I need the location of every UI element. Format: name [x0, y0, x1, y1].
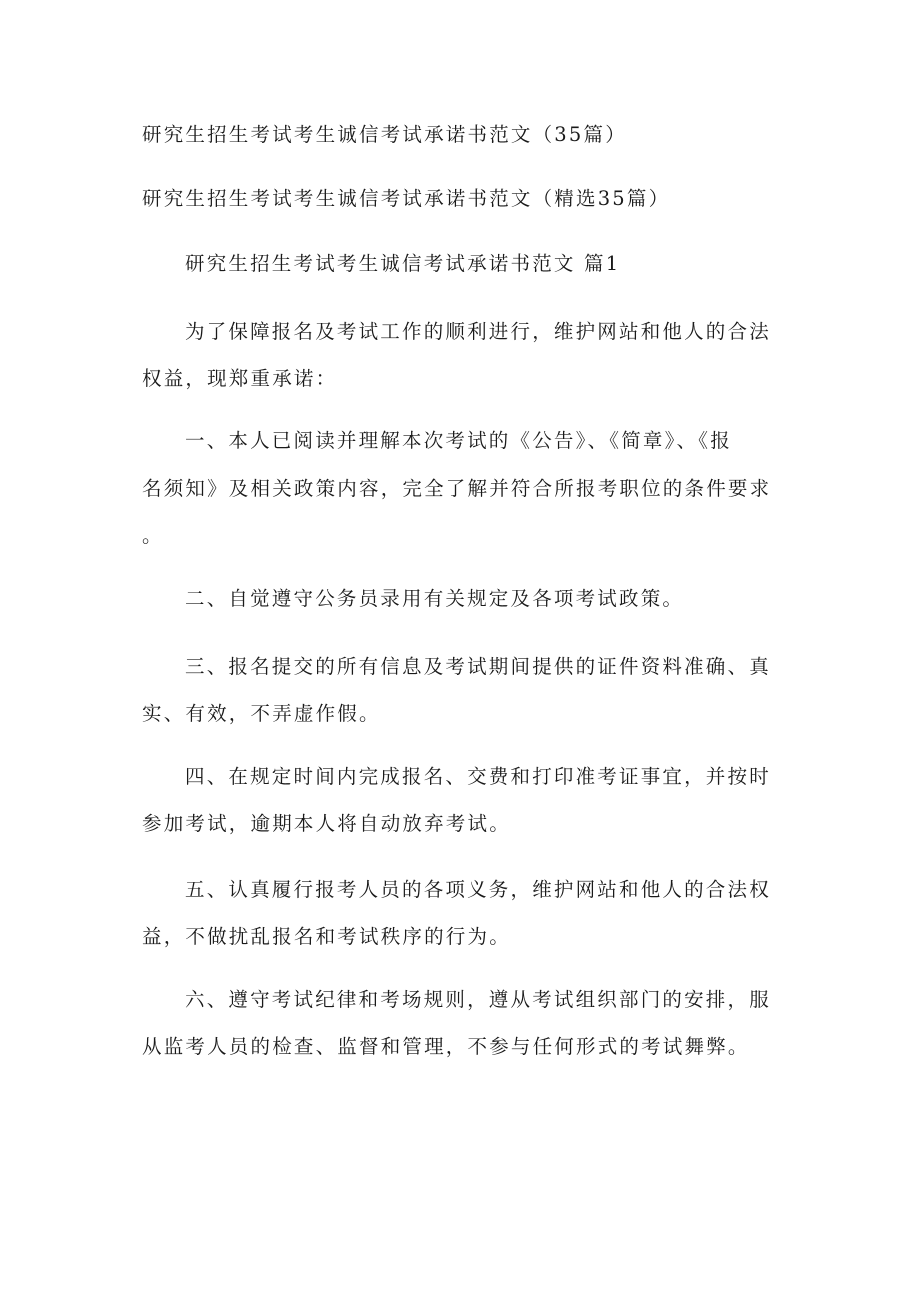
- pledge-item-3-line: 三、报名提交的所有信息及考试期间提供的证件资料准确、真: [185, 655, 771, 678]
- section-heading: 研究生招生考试考生诚信考试承诺书范文 篇1: [185, 252, 621, 275]
- pledge-item-4-line: 四、在规定时间内完成报名、交费和打印准考证事宜，并按时: [185, 765, 771, 788]
- pledge-item-4-line: 参加考试，逾期本人将自动放弃考试。: [142, 812, 511, 835]
- pledge-item-5-line: 五、认真履行报考人员的各项义务，维护网站和他人的合法权: [185, 878, 771, 901]
- pledge-item-5-line: 益，不做扰乱报名和考试秩序的行为。: [142, 925, 511, 948]
- document-subtitle: 研究生招生考试考生诚信考试承诺书范文（精选35篇）: [142, 187, 671, 210]
- pledge-item-1-line: 。: [142, 524, 164, 547]
- pledge-item-6-line: 六、遵守考试纪律和考场规则，遵从考试组织部门的安排，服: [185, 988, 771, 1011]
- intro-paragraph-line: 为了保障报名及考试工作的顺利进行，维护网站和他人的合法: [185, 320, 771, 343]
- pledge-item-2-line: 二、自觉遵守公务员录用有关规定及各项考试政策。: [185, 587, 685, 610]
- document-title: 研究生招生考试考生诚信考试承诺书范文（35篇）: [142, 123, 627, 146]
- pledge-item-3-line: 实、有效，不弄虚作假。: [142, 702, 381, 725]
- intro-paragraph-line: 权益，现郑重承诺：: [142, 367, 338, 390]
- pledge-item-1-line: 名须知》及相关政策内容，完全了解并符合所报考职位的条件要求: [142, 477, 772, 500]
- pledge-item-1-line: 一、本人已阅读并理解本次考试的《公告》、《简章》、《报: [185, 429, 732, 452]
- pledge-item-6-line: 从监考人员的检查、监督和管理，不参与任何形式的考试舞弊。: [142, 1035, 750, 1058]
